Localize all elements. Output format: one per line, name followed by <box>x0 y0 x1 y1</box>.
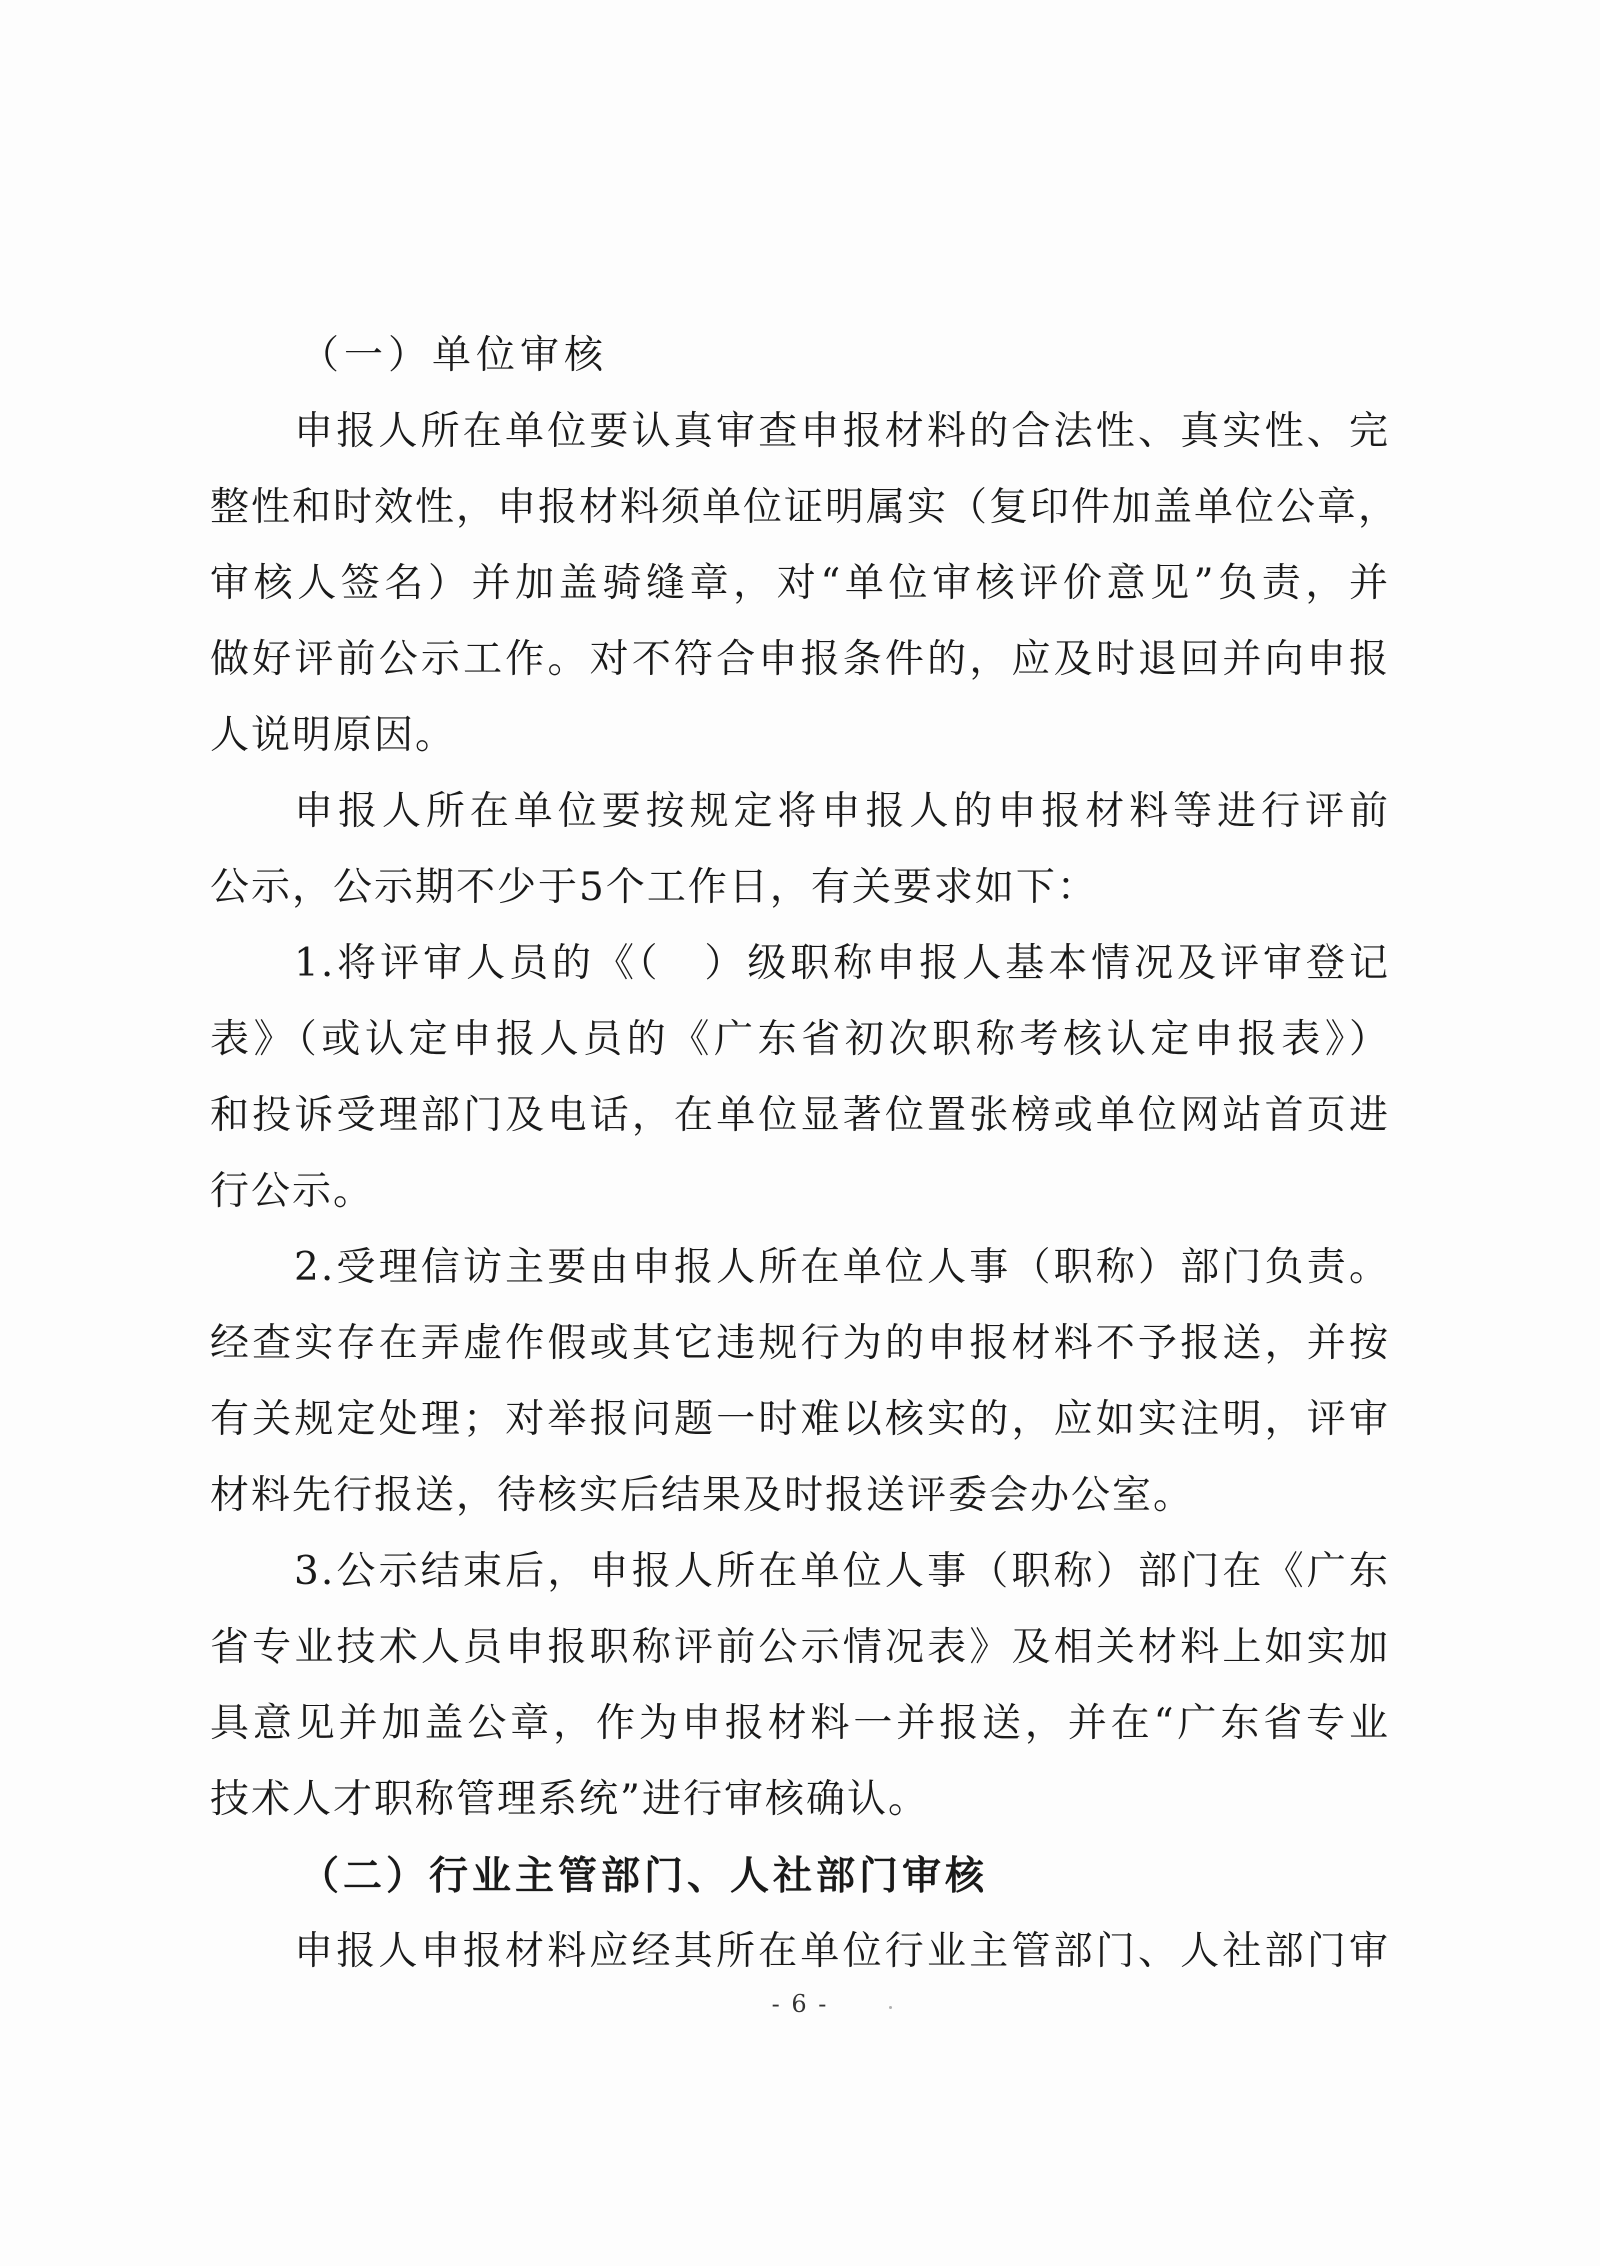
paragraph-department-review <box>210 1914 1390 1990</box>
section-heading-department-review: （二）行业主管部门、人社部门审核 <box>300 1853 989 1899</box>
document-body <box>210 318 1400 1990</box>
text-line: 具意见并加盖公章，作为申报材料一并报送，并在“广东省专业 <box>210 1701 1390 1746</box>
text-line: 行公示。 <box>210 1169 375 1214</box>
text-line: 整性和时效性，申报材料须单位证明属实（复印件加盖单位公章， <box>210 485 1400 530</box>
text-line: 技术人才职称管理系统”进行审核确认。 <box>210 1777 929 1822</box>
text-line: 表》（或认定申报人员的《广东省初次职称考核认定申报表》） <box>210 1017 1390 1062</box>
text-line: 1.将评审人员的《（ ）级职称申报人基本情况及评审登记 <box>294 941 1390 986</box>
scan-speck <box>889 2006 892 2009</box>
section-heading-unit-review: （一）单位审核 <box>300 333 609 378</box>
text-line: 申报人所在单位要按规定将申报人的申报材料等进行评前 <box>294 789 1390 834</box>
paragraph-requirement-3 <box>210 1534 1390 1838</box>
paragraph-public-notice <box>210 774 1390 926</box>
text-line: 2.受理信访主要由申报人所在单位人事（职称）部门负责。 <box>294 1245 1390 1290</box>
text-line: 经查实存在弄虚作假或其它违规行为的申报材料不予报送，并按 <box>210 1321 1390 1366</box>
text-line: 和投诉受理部门及电话，在单位显著位置张榜或单位网站首页进 <box>210 1093 1390 1138</box>
paragraph-unit-review-duty <box>210 394 1400 774</box>
text-line: 做好评前公示工作。对不符合申报条件的，应及时退回并向申报 <box>210 637 1390 682</box>
text-line: 省专业技术人员申报职称评前公示情况表》及相关材料上如实加 <box>210 1625 1390 1670</box>
page-number: - 6 - <box>771 1990 829 2018</box>
paragraph-requirement-2 <box>210 1230 1390 1534</box>
text-line: 材料先行报送，待核实后结果及时报送评委会办公室。 <box>210 1473 1195 1518</box>
paragraph-requirement-1 <box>210 926 1390 1230</box>
text-line: 审核人签名）并加盖骑缝章，对“单位审核评价意见”负责，并 <box>210 561 1390 606</box>
text-line: 申报人所在单位要认真审查申报材料的合法性、真实性、完 <box>294 409 1390 454</box>
text-line: 有关规定处理；对举报问题一时难以核实的，应如实注明，评审 <box>210 1397 1390 1442</box>
text-line: 人说明原因。 <box>210 713 457 758</box>
text-line: 公示，公示期不少于5个工作日，有关要求如下： <box>210 865 1098 910</box>
text-line: 3.公示结束后，申报人所在单位人事（职称）部门在《广东 <box>294 1549 1390 1594</box>
text-line: 申报人申报材料应经其所在单位行业主管部门、人社部门审 <box>294 1929 1390 1974</box>
